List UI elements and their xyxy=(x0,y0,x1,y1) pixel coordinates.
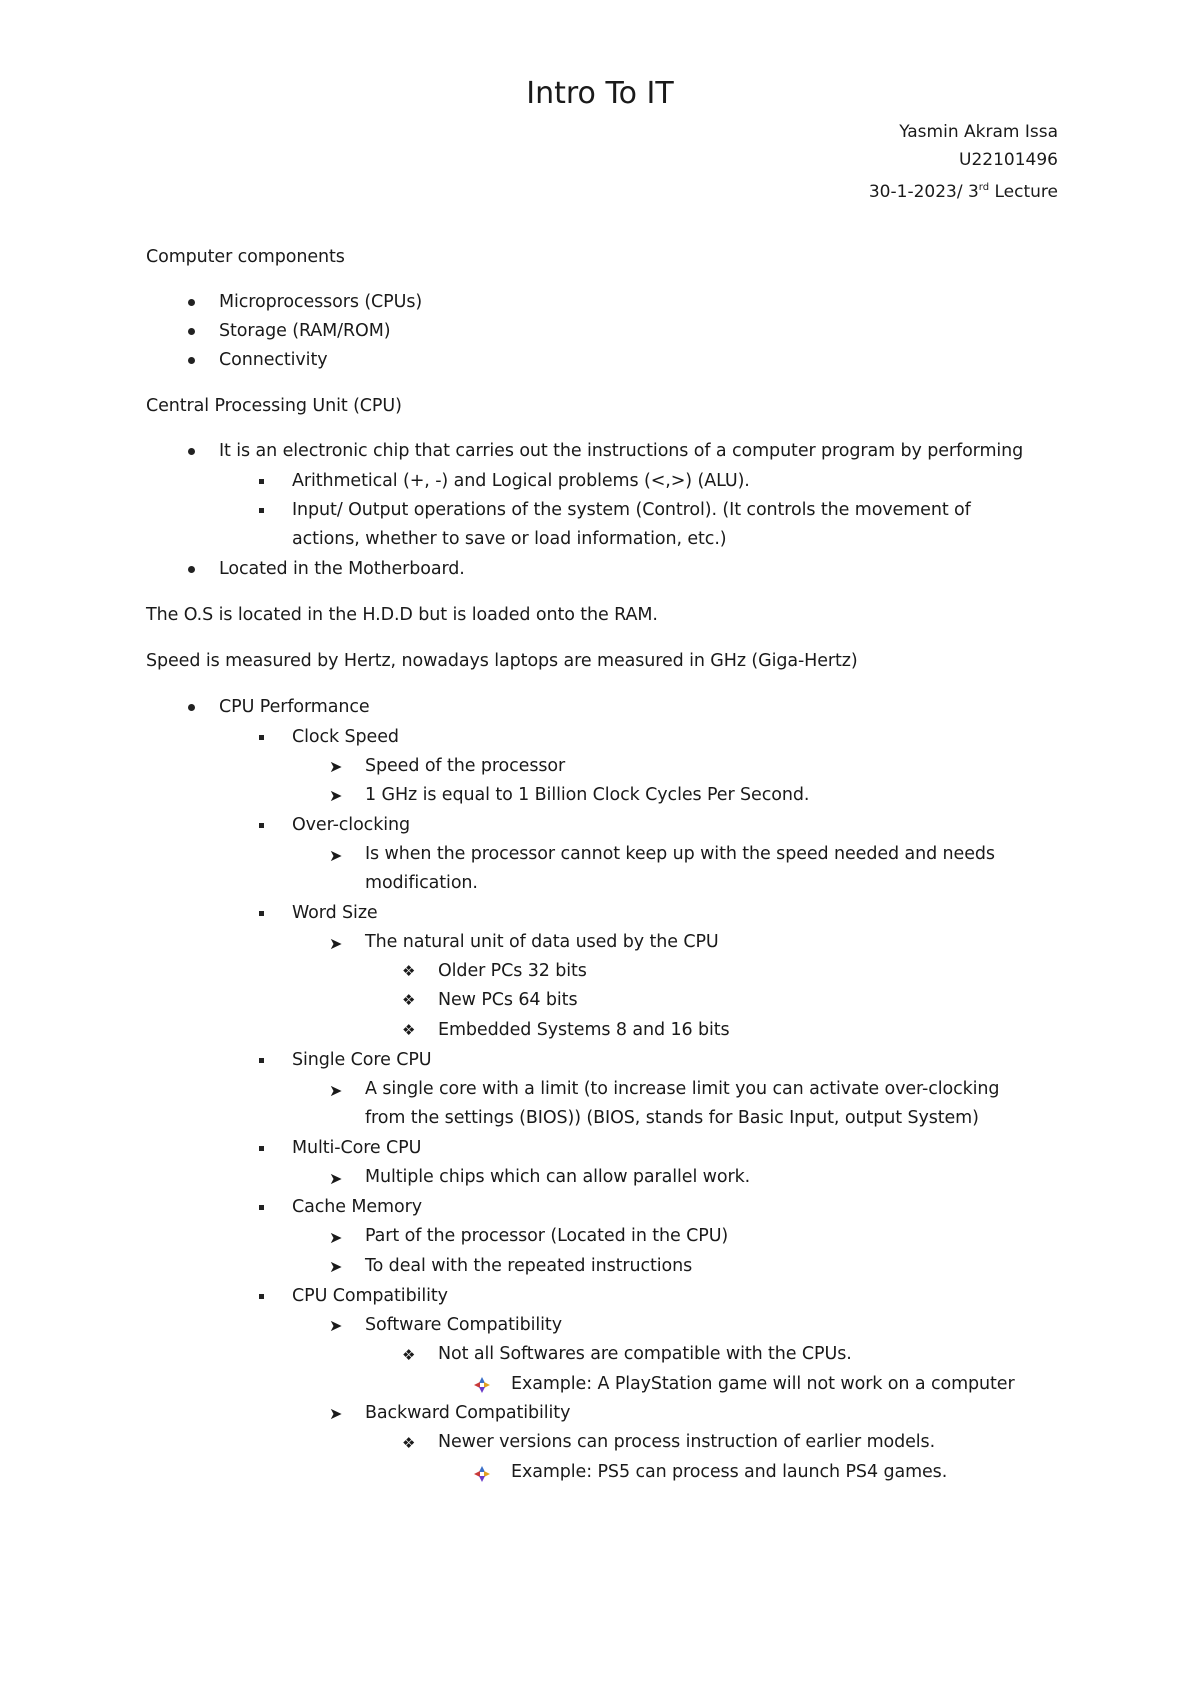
flag-bullet-icon xyxy=(474,1466,490,1482)
paragraph: The O.S is located in the H.D.D but is loaded onto the RAM. xyxy=(146,605,658,625)
list-item: Part of the processor (Located in the CPU) xyxy=(365,1226,729,1246)
square-bullet-icon xyxy=(259,1146,264,1151)
list-item-continuation: actions, whether to save or load information, etc.) xyxy=(292,529,727,549)
bullet-icon xyxy=(188,566,195,573)
list-item: Storage (RAM/ROM) xyxy=(219,321,391,341)
list-item: Newer versions can process instruction of earlier models. xyxy=(438,1432,936,1452)
list-item: Input/ Output operations of the system (Control). (It controls the movement of xyxy=(292,500,971,520)
paragraph: Speed is measured by Hertz, nowadays laptops are measured in GHz (Giga-Hertz) xyxy=(146,651,858,671)
diamond-bullet-icon: ❖ xyxy=(402,1434,416,1452)
diamond-bullet-icon: ❖ xyxy=(402,1346,416,1364)
arrow-bullet-icon: ➤ xyxy=(329,1169,343,1188)
list-item: Older PCs 32 bits xyxy=(438,961,587,981)
square-bullet-icon xyxy=(259,1058,264,1063)
arrow-bullet-icon: ➤ xyxy=(329,1081,343,1100)
list-item: New PCs 64 bits xyxy=(438,990,578,1010)
arrow-bullet-icon: ➤ xyxy=(329,846,343,865)
list-item: Not all Softwares are compatible with the CPUs. xyxy=(438,1344,852,1364)
square-bullet-icon xyxy=(259,508,264,513)
list-item: Multi-Core CPU xyxy=(292,1138,422,1158)
list-item: Located in the Motherboard. xyxy=(219,559,465,579)
square-bullet-icon xyxy=(259,1294,264,1299)
list-item: Embedded Systems 8 and 16 bits xyxy=(438,1020,730,1040)
arrow-bullet-icon: ➤ xyxy=(329,934,343,953)
list-item: Speed of the processor xyxy=(365,756,566,776)
list-item: Clock Speed xyxy=(292,727,399,747)
section-heading: Central Processing Unit (CPU) xyxy=(146,396,402,416)
document-title: Intro To IT xyxy=(526,76,674,111)
arrow-bullet-icon: ➤ xyxy=(329,757,343,776)
list-item: Example: PS5 can process and launch PS4 games. xyxy=(511,1462,948,1482)
square-bullet-icon xyxy=(259,1205,264,1210)
list-item: Backward Compatibility xyxy=(365,1403,571,1423)
arrow-bullet-icon: ➤ xyxy=(329,1316,343,1335)
diamond-bullet-icon: ❖ xyxy=(402,962,416,980)
list-item: CPU Performance xyxy=(219,697,370,717)
square-bullet-icon xyxy=(259,823,264,828)
section-heading: Computer components xyxy=(146,247,345,267)
square-bullet-icon xyxy=(259,479,264,484)
list-item: It is an electronic chip that carries out the instructions of a computer program by performing xyxy=(219,441,1024,461)
bullet-icon xyxy=(188,704,195,711)
diamond-bullet-icon: ❖ xyxy=(402,991,416,1009)
list-item: 1 GHz is equal to 1 Billion Clock Cycles Per Second. xyxy=(365,785,810,805)
list-item: Cache Memory xyxy=(292,1197,422,1217)
square-bullet-icon xyxy=(259,735,264,740)
list-item: Single Core CPU xyxy=(292,1050,432,1070)
list-item: CPU Compatibility xyxy=(292,1286,448,1306)
list-item: Over-clocking xyxy=(292,815,410,835)
arrow-bullet-icon: ➤ xyxy=(329,786,343,805)
arrow-bullet-icon: ➤ xyxy=(329,1404,343,1423)
list-item: Word Size xyxy=(292,903,378,923)
bullet-icon xyxy=(188,299,195,306)
list-item: Arithmetical (+, -) and Logical problems (<,>) (ALU). xyxy=(292,471,750,491)
list-item: A single core with a limit (to increase limit you can activate over-clocking xyxy=(365,1079,1000,1099)
bullet-icon xyxy=(188,448,195,455)
list-item: Software Compatibility xyxy=(365,1315,562,1335)
list-item: The natural unit of data used by the CPU xyxy=(365,932,719,952)
lecture-date: 30-1-2023/ 3rd Lecture xyxy=(868,182,1058,202)
diamond-bullet-icon: ❖ xyxy=(402,1021,416,1039)
list-item: Multiple chips which can allow parallel work. xyxy=(365,1167,751,1187)
list-item-continuation: from the settings (BIOS)) (BIOS, stands for Basic Input, output System) xyxy=(365,1108,979,1128)
list-item: Microprocessors (CPUs) xyxy=(219,292,423,312)
flag-bullet-icon xyxy=(474,1377,490,1393)
list-item-continuation: modification. xyxy=(365,873,478,893)
square-bullet-icon xyxy=(259,911,264,916)
arrow-bullet-icon: ➤ xyxy=(329,1257,343,1276)
bullet-icon xyxy=(188,357,195,364)
list-item: Example: A PlayStation game will not work on a computer xyxy=(511,1374,1015,1394)
list-item: To deal with the repeated instructions xyxy=(365,1256,693,1276)
author-block xyxy=(869,118,1058,206)
student-id: U22101496 xyxy=(959,150,1058,170)
bullet-icon xyxy=(188,328,195,335)
arrow-bullet-icon: ➤ xyxy=(329,1228,343,1247)
list-item: Is when the processor cannot keep up with the speed needed and needs xyxy=(365,844,995,864)
list-item: Connectivity xyxy=(219,350,328,370)
author-name: Yasmin Akram Issa xyxy=(899,122,1058,142)
